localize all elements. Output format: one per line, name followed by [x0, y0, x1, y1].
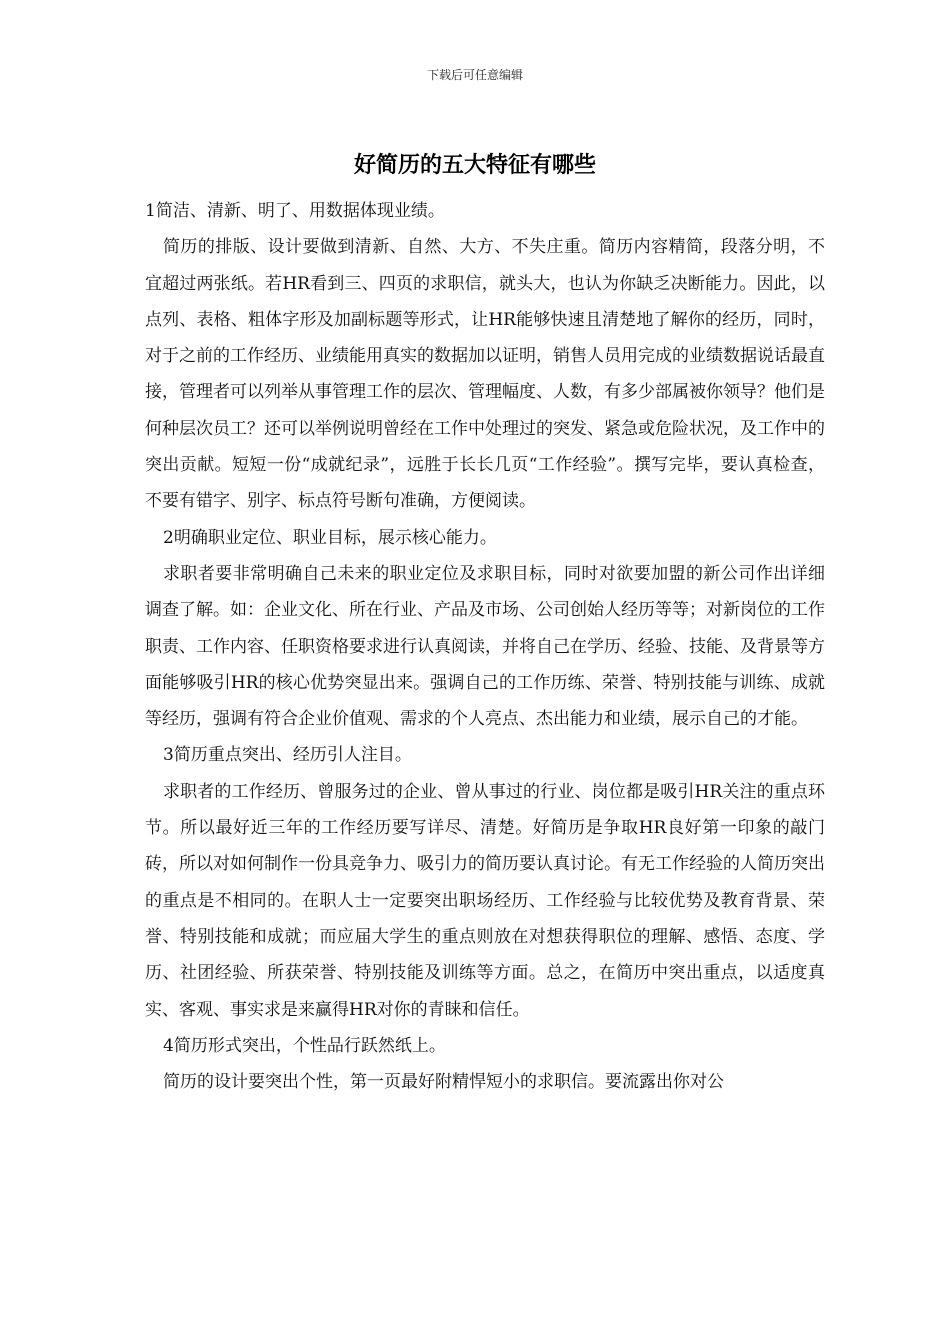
- section-heading-4: 4简历形式突出，个性品行跃然纸上。: [163, 1035, 446, 1056]
- section-heading-2: 2明确职业定位、职业目标，展示核心能力。: [163, 527, 497, 548]
- document-body: [145, 193, 825, 1100]
- header-note: 下载后可任意编辑: [426, 68, 523, 82]
- section-paragraph-4: 简历的设计要突出个性，第一页最好附精悍短小的求职信。要流露出你对公: [163, 1072, 724, 1093]
- section-heading-3: 3简历重点突出、经历引人注目。: [163, 745, 412, 766]
- section-heading-1: 1简洁、清新、明了、用数据体现业绩。: [145, 201, 445, 221]
- section-paragraph-2: 求职者要非常明确自己未来的职业定位及求职目标，同时对欲要加盟的新公司作出详细调查了解。如：企业文化、所在行业、产品及市场、公司创始人经历等等；对新岗位的工作职责、工作内容、任职资格要求进行认真阅读，并将自己在学历、经验、技能、及背景等方面能够吸引HR的核心优势突显出来。强调自己的工作历练、荣誉、特别技能与训练、成就等经历，强调有符合企业价值观、需求的个人亮点、杰出能力和业绩，展示自己的才能。: [145, 563, 825, 730]
- section-paragraph-1: 简历的排版、设计要做到清新、自然、大方、不失庄重。简历内容精简，段落分明，不宜超过两张纸。若HR看到三、四页的求职信，就头大，也认为你缺乏决断能力。因此，以点列、表格、粗体字形及加副标题等形式，让HR能够快速且清楚地了解你的经历，同时，对于之前的工作经历、业绩能用真实的数据加以证明，销售人员用完成的业绩数据说话最直接，管理者可以列举从事管理工作的层次、管理幅度、人数，有多少部属被你领导？他们是何种层次员工？还可以举例说明曾经在工作中处理过的突发、紧急或危险状况，及工作中的突出贡献。短短一份“成就纪录”，远胜于长长几页“工作经验”。撰写完毕，要认真检查，不要有错字、别字、标点符号断句准确，方便阅读。: [145, 237, 825, 512]
- document-title: 好简历的五大特征有哪些: [353, 153, 596, 178]
- section-paragraph-3: 求职者的工作经历、曾服务过的企业、曾从事过的行业、岗位都是吸引HR关注的重点环节。所以最好近三年的工作经历要写详尽、清楚。好简历是争取HR良好第一印象的敲门砖，所以对如何制作一份具竞争力、吸引力的简历要认真讨论。有无工作经验的人简历突出的重点是不相同的。在职人士一定要突出职场经历、工作经验与比较优势及教育背景、荣誉、特别技能和成就；而应届大学生的重点则放在对想获得职位的理解、感悟、态度、学历、社团经验、所获荣誉、特别技能及训练等方面。总之，在简历中突出重点，以适度真实、客观、事实求是来赢得HR对你的青睐和信任。: [145, 781, 825, 1020]
